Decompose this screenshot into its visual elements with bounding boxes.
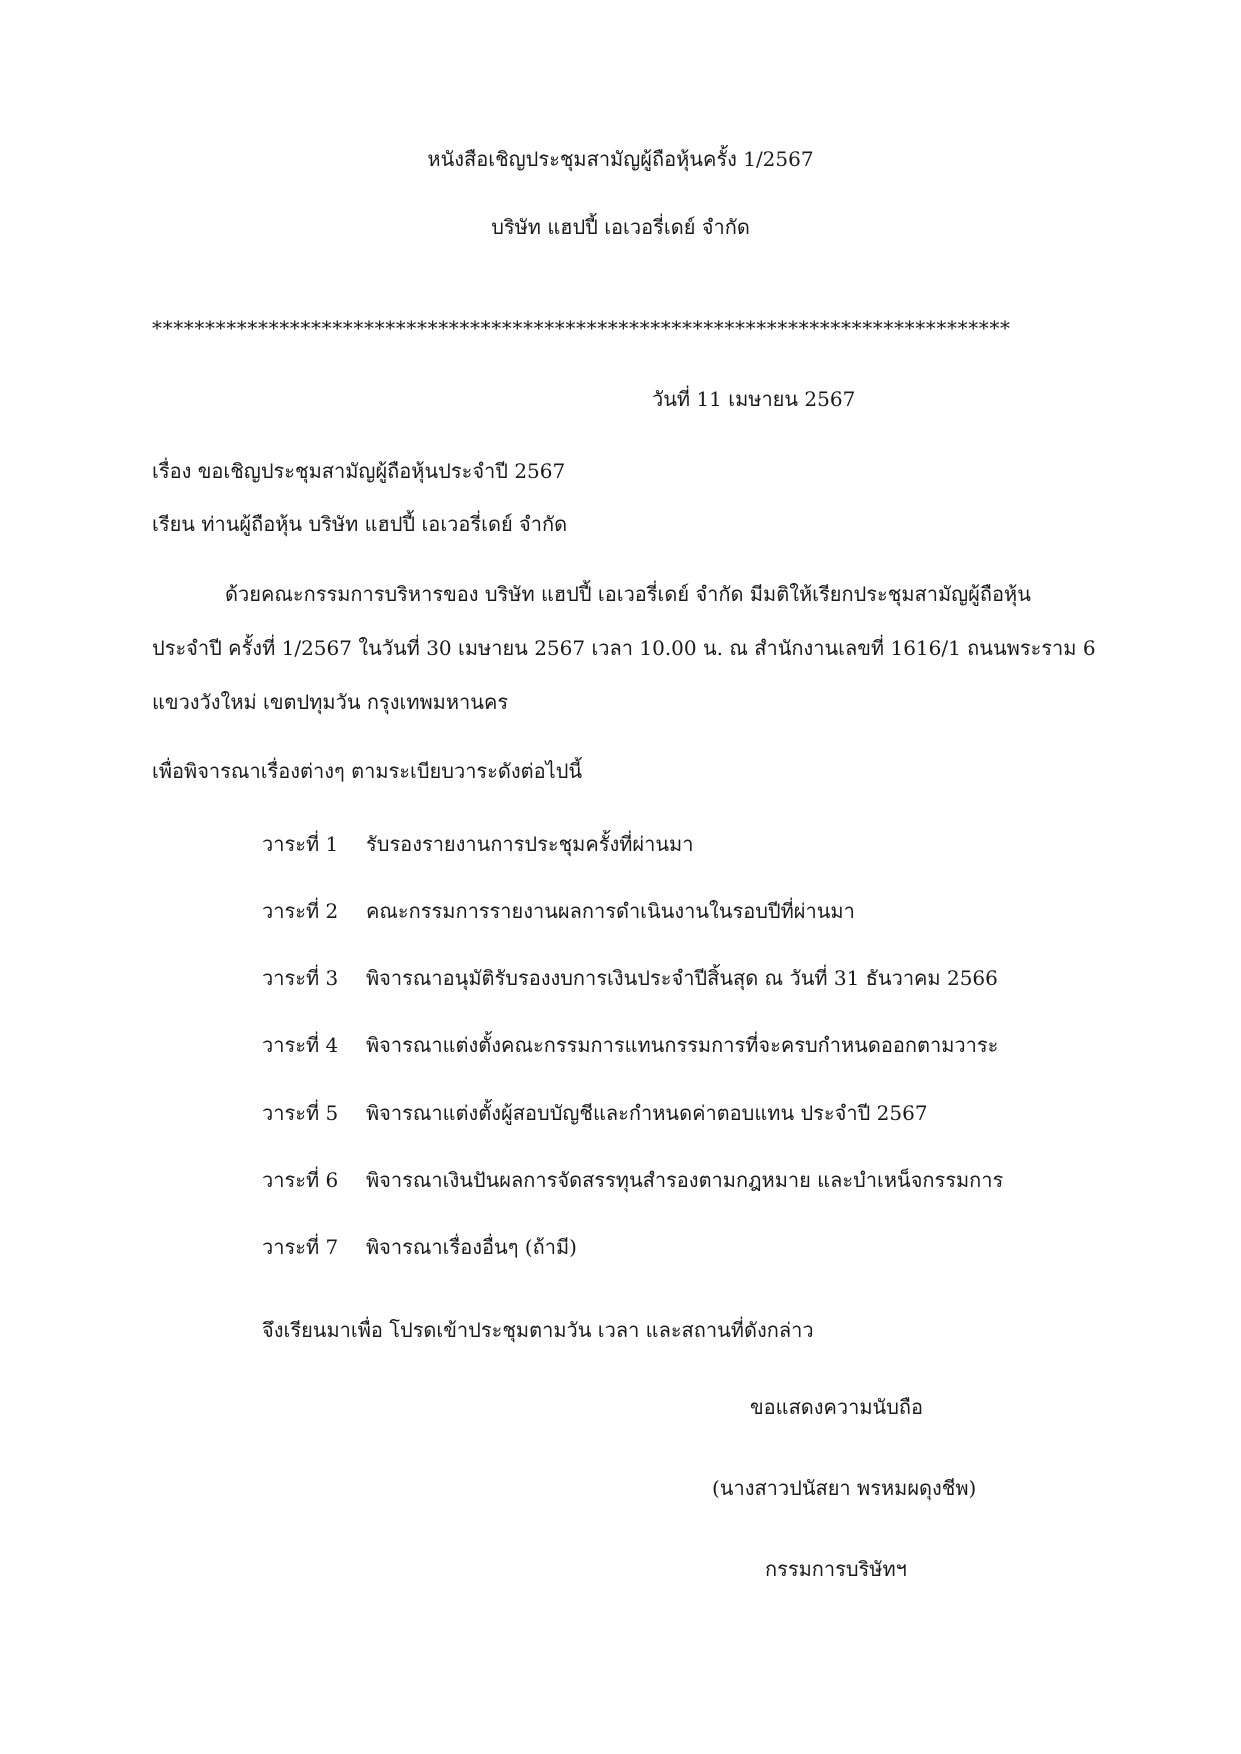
company-name: บริษัท แฮปปี้ เอเวอรี่เดย์ จำกัด bbox=[491, 215, 750, 239]
agenda-item bbox=[262, 1031, 998, 1059]
agenda-item bbox=[262, 1099, 928, 1127]
body-paragraph-line-2: ประจำปี ครั้งที่ 1/2567 ในวันที่ 30 เมษายน 2567 เวลา 10.00 น. ณ สำนักงานเลขที่ 1616/1 ถนนพระราม 6 bbox=[152, 636, 1096, 660]
agenda-text: พิจารณาแต่งตั้งคณะกรรมการแทนกรรมการที่จะครบกำหนดออกตามวาระ bbox=[366, 1033, 999, 1057]
signature-name: (นางสาวปนัสยา พรหมผดุงชีพ) bbox=[712, 1476, 977, 1500]
agenda-number: วาระที่ 1 bbox=[262, 832, 339, 856]
agenda-text: พิจารณาแต่งตั้งผู้สอบบัญชีและกำหนดค่าตอบแทน ประจำปี 2567 bbox=[366, 1101, 928, 1125]
subject-line: เรื่อง ขอเชิญประชุมสามัญผู้ถือหุ้นประจำปี 2567 bbox=[152, 459, 566, 483]
agenda-text: พิจารณาเงินปันผลการจัดสรรทุนสำรองตามกฎหมาย และบำเหน็จกรรมการ bbox=[366, 1168, 1004, 1192]
separator-line: ********************************************************************************* bbox=[152, 316, 1011, 340]
recipient-line: เรียน ท่านผู้ถือหุ้น บริษัท แฮปปี้ เอเวอรี่เดย์ จำกัด bbox=[152, 512, 568, 536]
agenda-text: พิจารณาเรื่องอื่นๆ (ถ้ามี) bbox=[366, 1235, 577, 1259]
agenda-item bbox=[262, 964, 998, 992]
signature-position: กรรมการบริษัทฯ bbox=[765, 1557, 907, 1581]
agenda-number: วาระที่ 2 bbox=[262, 899, 339, 923]
agenda-number: วาระที่ 5 bbox=[262, 1101, 339, 1125]
agenda-text: คณะกรรมการรายงานผลการดำเนินงานในรอบปีที่ผ่านมา bbox=[366, 899, 855, 923]
agenda-text: รับรองรายงานการประชุมครั้งที่ผ่านมา bbox=[366, 832, 694, 856]
agenda-number: วาระที่ 6 bbox=[262, 1168, 339, 1192]
agenda-number: วาระที่ 4 bbox=[262, 1033, 339, 1057]
document-title: หนังสือเชิญประชุมสามัญผู้ถือหุ้นครั้ง 1/2567 bbox=[427, 147, 814, 171]
signature-regards: ขอแสดงความนับถือ bbox=[750, 1395, 924, 1419]
document-date: วันที่ 11 เมษายน 2567 bbox=[652, 387, 856, 411]
agenda-item bbox=[262, 897, 855, 925]
agenda-item bbox=[262, 1233, 577, 1261]
agenda-number: วาระที่ 7 bbox=[262, 1235, 339, 1259]
agenda-text: พิจารณาอนุมัติรับรองงบการเงินประจำปีสิ้นสุด ณ วันที่ 31 ธันวาคม 2566 bbox=[366, 966, 998, 990]
agenda-item bbox=[262, 1166, 1003, 1194]
body-paragraph-line-3: แขวงวังใหม่ เขตปทุมวัน กรุงเทพมหานคร bbox=[152, 690, 509, 714]
agenda-item bbox=[262, 830, 693, 858]
body-paragraph-line-1: ด้วยคณะกรรมการบริหารของ บริษัท แฮปปี้ เอเวอรี่เดย์ จำกัด มีมติให้เรียกประชุมสามัญผู้ถือหุ้น bbox=[225, 582, 1031, 606]
closing-line: จึงเรียนมาเพื่อ โปรดเข้าประชุมตามวัน เวลา และสถานที่ดังกล่าว bbox=[262, 1318, 814, 1342]
agenda-number: วาระที่ 3 bbox=[262, 966, 339, 990]
agenda-intro: เพื่อพิจารณาเรื่องต่างๆ ตามระเบียบวาระดังต่อไปนี้ bbox=[152, 759, 583, 783]
